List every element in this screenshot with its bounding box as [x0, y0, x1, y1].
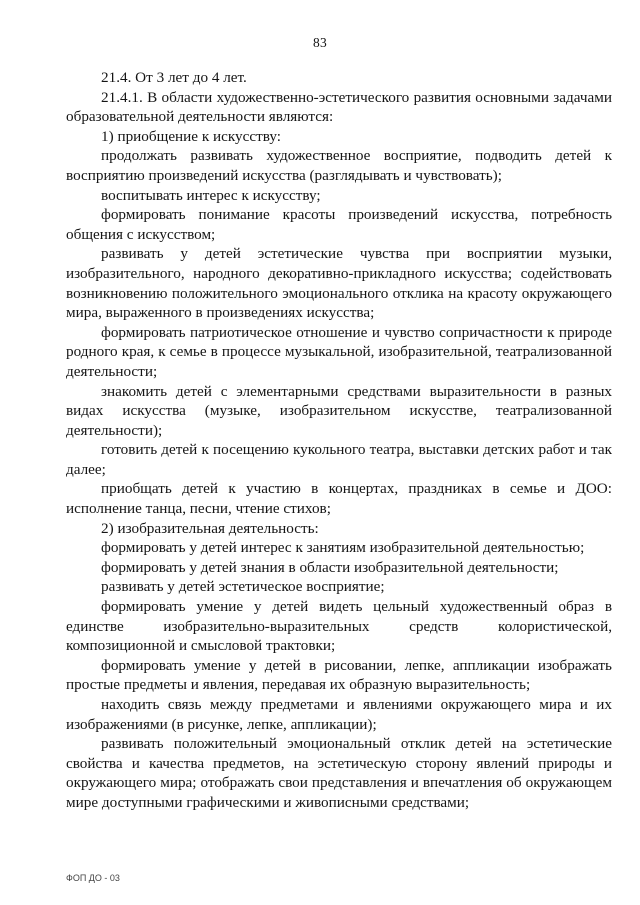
paragraph-intro: 21.4.1. В области художественно-эстетического развития основными задачами образовательной деятельности являются: — [66, 88, 612, 126]
paragraph: развивать у детей эстетическое восприятие; — [101, 578, 385, 596]
paragraph: формировать умение у детей видеть цельный художественный образ в единстве изобразительно-выразительных средств колористической, композиционной и смысловой трактовки; — [66, 598, 612, 655]
paragraph: знакомить детей с элементарными средствами выразительности в разных видах искусства (музыке, изобразительном искусстве, театрализованной деятельности); — [66, 382, 612, 439]
document-body — [66, 68, 612, 813]
paragraph: формировать умение у детей в рисовании, лепке, аппликации изображать простые предметы и явления, передавая их образную выразительность; — [66, 656, 612, 694]
paragraph: находить связь между предметами и явлениями окружающего мира и их изображениями (в рисунке, лепке, аппликации); — [66, 696, 612, 733]
paragraph: формировать у детей интерес к занятиям изобразительной деятельностью; — [101, 539, 585, 557]
paragraph: формировать у детей знания в области изобразительной деятельности; — [101, 558, 559, 576]
paragraph: воспитывать интерес к искусству; — [101, 186, 321, 204]
section-heading: 21.4. От 3 лет до 4 лет. — [101, 69, 247, 86]
paragraph: формировать понимание красоты произведений искусства, потребность общения с искусством; — [66, 206, 612, 243]
paragraph: развивать положительный эмоциональный отклик детей на эстетические свойства и качества предметов, на эстетическую сторону явлений природы и окружающего мира; отображать свои представления и впечатления об окружающем мире доступными графическими и живописными средствами; — [66, 735, 612, 811]
subsection-heading: 1) приобщение к искусству: — [101, 127, 282, 145]
subsection-heading: 2) изобразительная деятельность: — [101, 519, 319, 537]
page-number: 83 — [312, 35, 328, 50]
paragraph: формировать патриотическое отношение и чувство сопричастности к природе родного края, к семье в процессе музыкальной, изобразительной, театрализованной деятельности; — [66, 323, 612, 380]
paragraph: приобщать детей к участию в концертах, праздниках в семье и ДОО: исполнение танца, песни, чтение стихов; — [66, 480, 612, 518]
paragraph: продолжать развивать художественное восприятие, подводить детей к восприятию произведений искусства (разглядывать и чувствовать); — [66, 147, 612, 184]
paragraph: готовить детей к посещению кукольного театра, выставки детских работ и так далее; — [66, 441, 612, 478]
footer-document-code: ФОП ДО - 03 — [66, 873, 120, 883]
paragraph: развивать у детей эстетические чувства при восприятии музыки, изобразительного, народного декоративно-прикладного искусства; содействовать возникновению положительного эмоционального отклика на красоту окружающего мира, выраженного в произведениях искусства; — [66, 245, 612, 322]
